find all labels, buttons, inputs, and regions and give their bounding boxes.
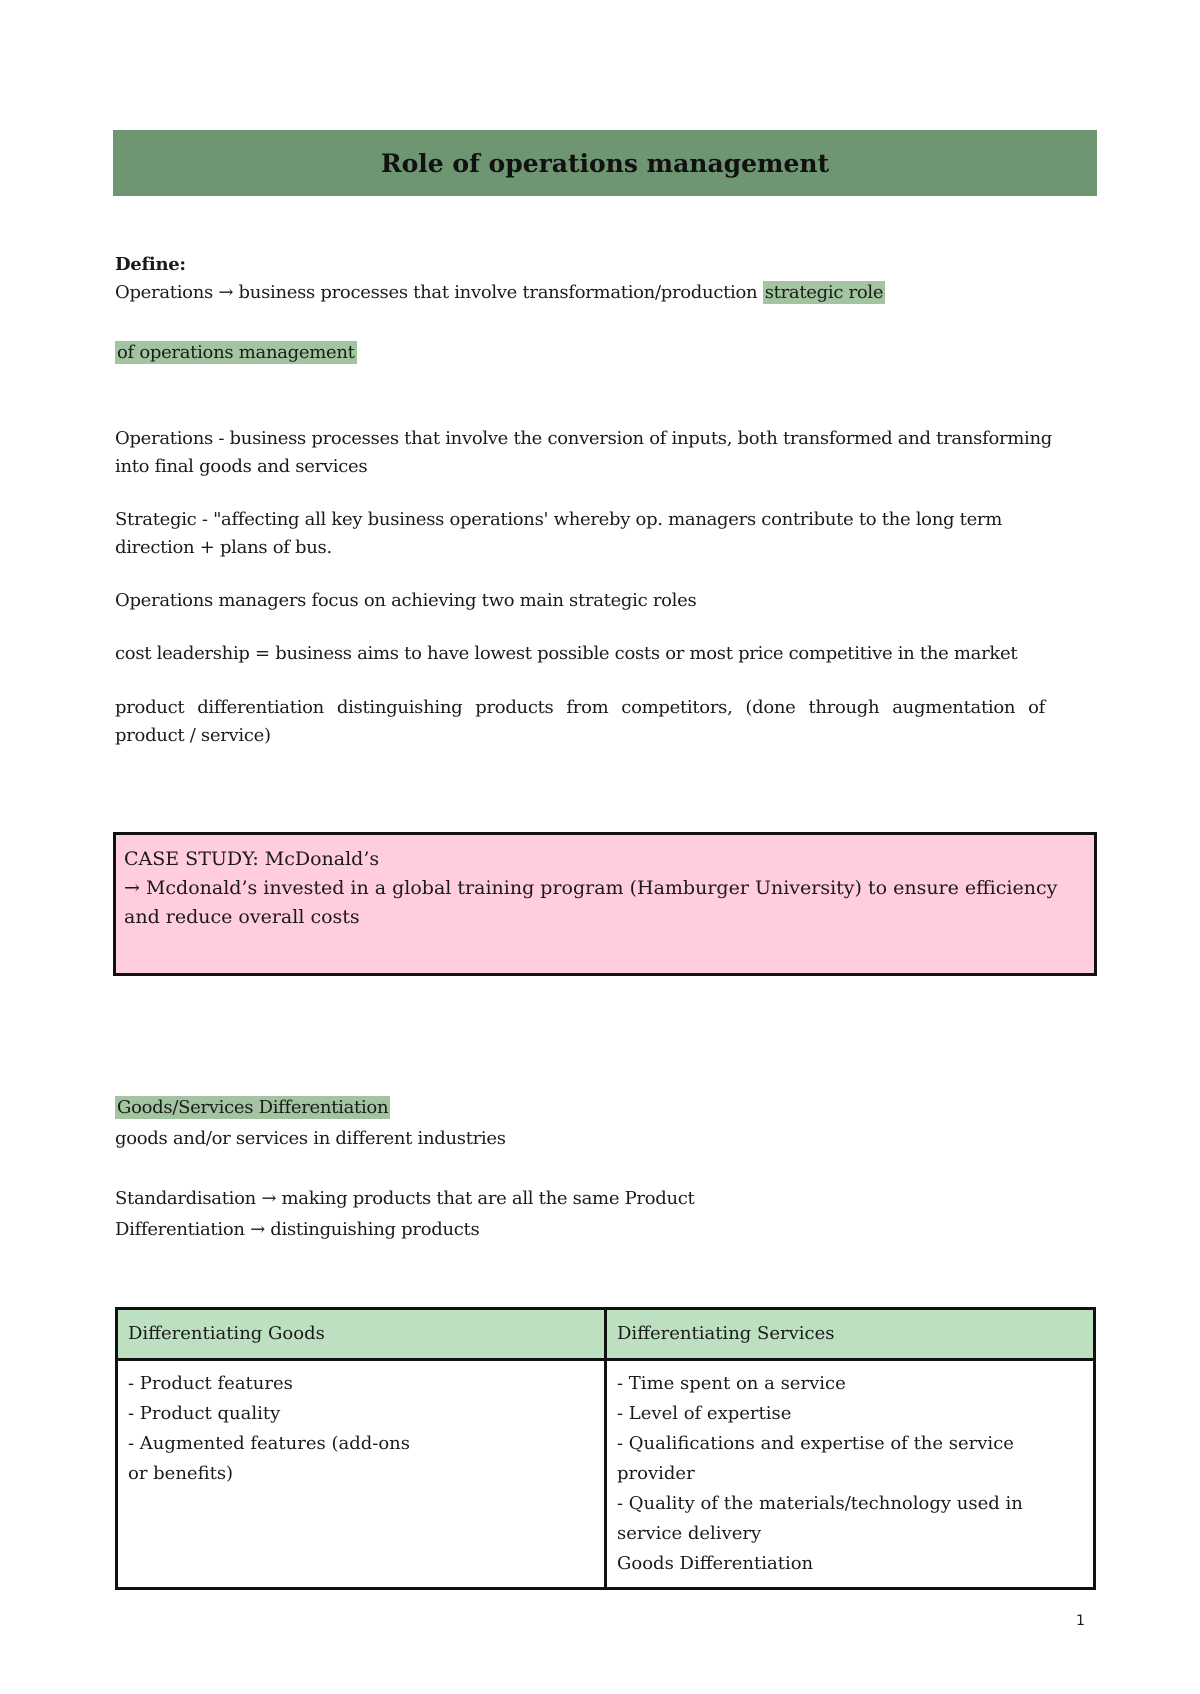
- table-header-row: [117, 1309, 1095, 1360]
- standardisation-line: Standardisation → making products that are all the same Product: [115, 1188, 695, 1209]
- product-differentiation-paragraph: product differentiation distinguishing products from competitors, (done through augmentation of product / service): [115, 697, 1045, 746]
- list-item: - Product features: [128, 1373, 293, 1394]
- table-row: [117, 1360, 1095, 1589]
- list-item: Goods Differentiation: [617, 1553, 814, 1574]
- operations-paragraph: Operations - business processes that involve the conversion of inputs, both transformed and transforming into final goods and services: [115, 428, 1053, 477]
- goods-services-subline: goods and/or services in different industries: [115, 1128, 506, 1149]
- highlight-strategic-role: strategic role: [764, 282, 884, 303]
- case-study-title: CASE STUDY: McDonald’s: [124, 848, 380, 870]
- define-highlight-block: [115, 339, 357, 367]
- differentiation-table: [115, 1307, 1096, 1590]
- services-cell: [606, 1360, 1095, 1589]
- define-section: [115, 251, 885, 307]
- page-number: 1: [1076, 1613, 1085, 1629]
- goods-services-heading: Goods/Services Differentiation: [117, 1097, 389, 1118]
- focus-paragraph: Operations managers focus on achieving two main strategic roles: [115, 590, 697, 611]
- list-item: - Level of expertise: [617, 1403, 792, 1424]
- define-line: [115, 279, 885, 307]
- table-header-goods: Differentiating Goods: [117, 1309, 606, 1360]
- goods-cell: [117, 1360, 606, 1589]
- title-banner: [113, 130, 1097, 196]
- goods-services-heading-block: [115, 1094, 390, 1122]
- define-text: Operations → business processes that involve transformation/production: [115, 282, 758, 303]
- define-heading: Define:: [115, 254, 186, 275]
- cost-leadership-paragraph: cost leadership = business aims to have lowest possible costs or most price competitive in the market: [115, 643, 1018, 664]
- table-header-services: Differentiating Services: [606, 1309, 1095, 1360]
- differentiation-line: Differentiation → distinguishing products: [115, 1219, 480, 1240]
- highlight-operations-management: of operations management: [117, 342, 355, 363]
- list-item: - Quality of the materials/technology used in service delivery: [617, 1493, 1023, 1544]
- case-study-body: → Mcdonald’s invested in a global training program (Hamburger University) to ensure efficiency and reduce overall costs: [124, 877, 1058, 928]
- list-item: - Time spent on a service: [617, 1373, 846, 1394]
- list-item: - Augmented features (add-ons or benefits): [128, 1433, 410, 1484]
- page-title: Role of operations management: [380, 148, 830, 178]
- list-item: - Product quality: [128, 1403, 281, 1424]
- case-study-box: [113, 832, 1097, 976]
- list-item: - Qualifications and expertise of the service provider: [617, 1433, 1014, 1484]
- strategic-paragraph: Strategic - "affecting all key business operations' whereby op. managers contribute to the long term direction + plans of bus.: [115, 509, 1003, 558]
